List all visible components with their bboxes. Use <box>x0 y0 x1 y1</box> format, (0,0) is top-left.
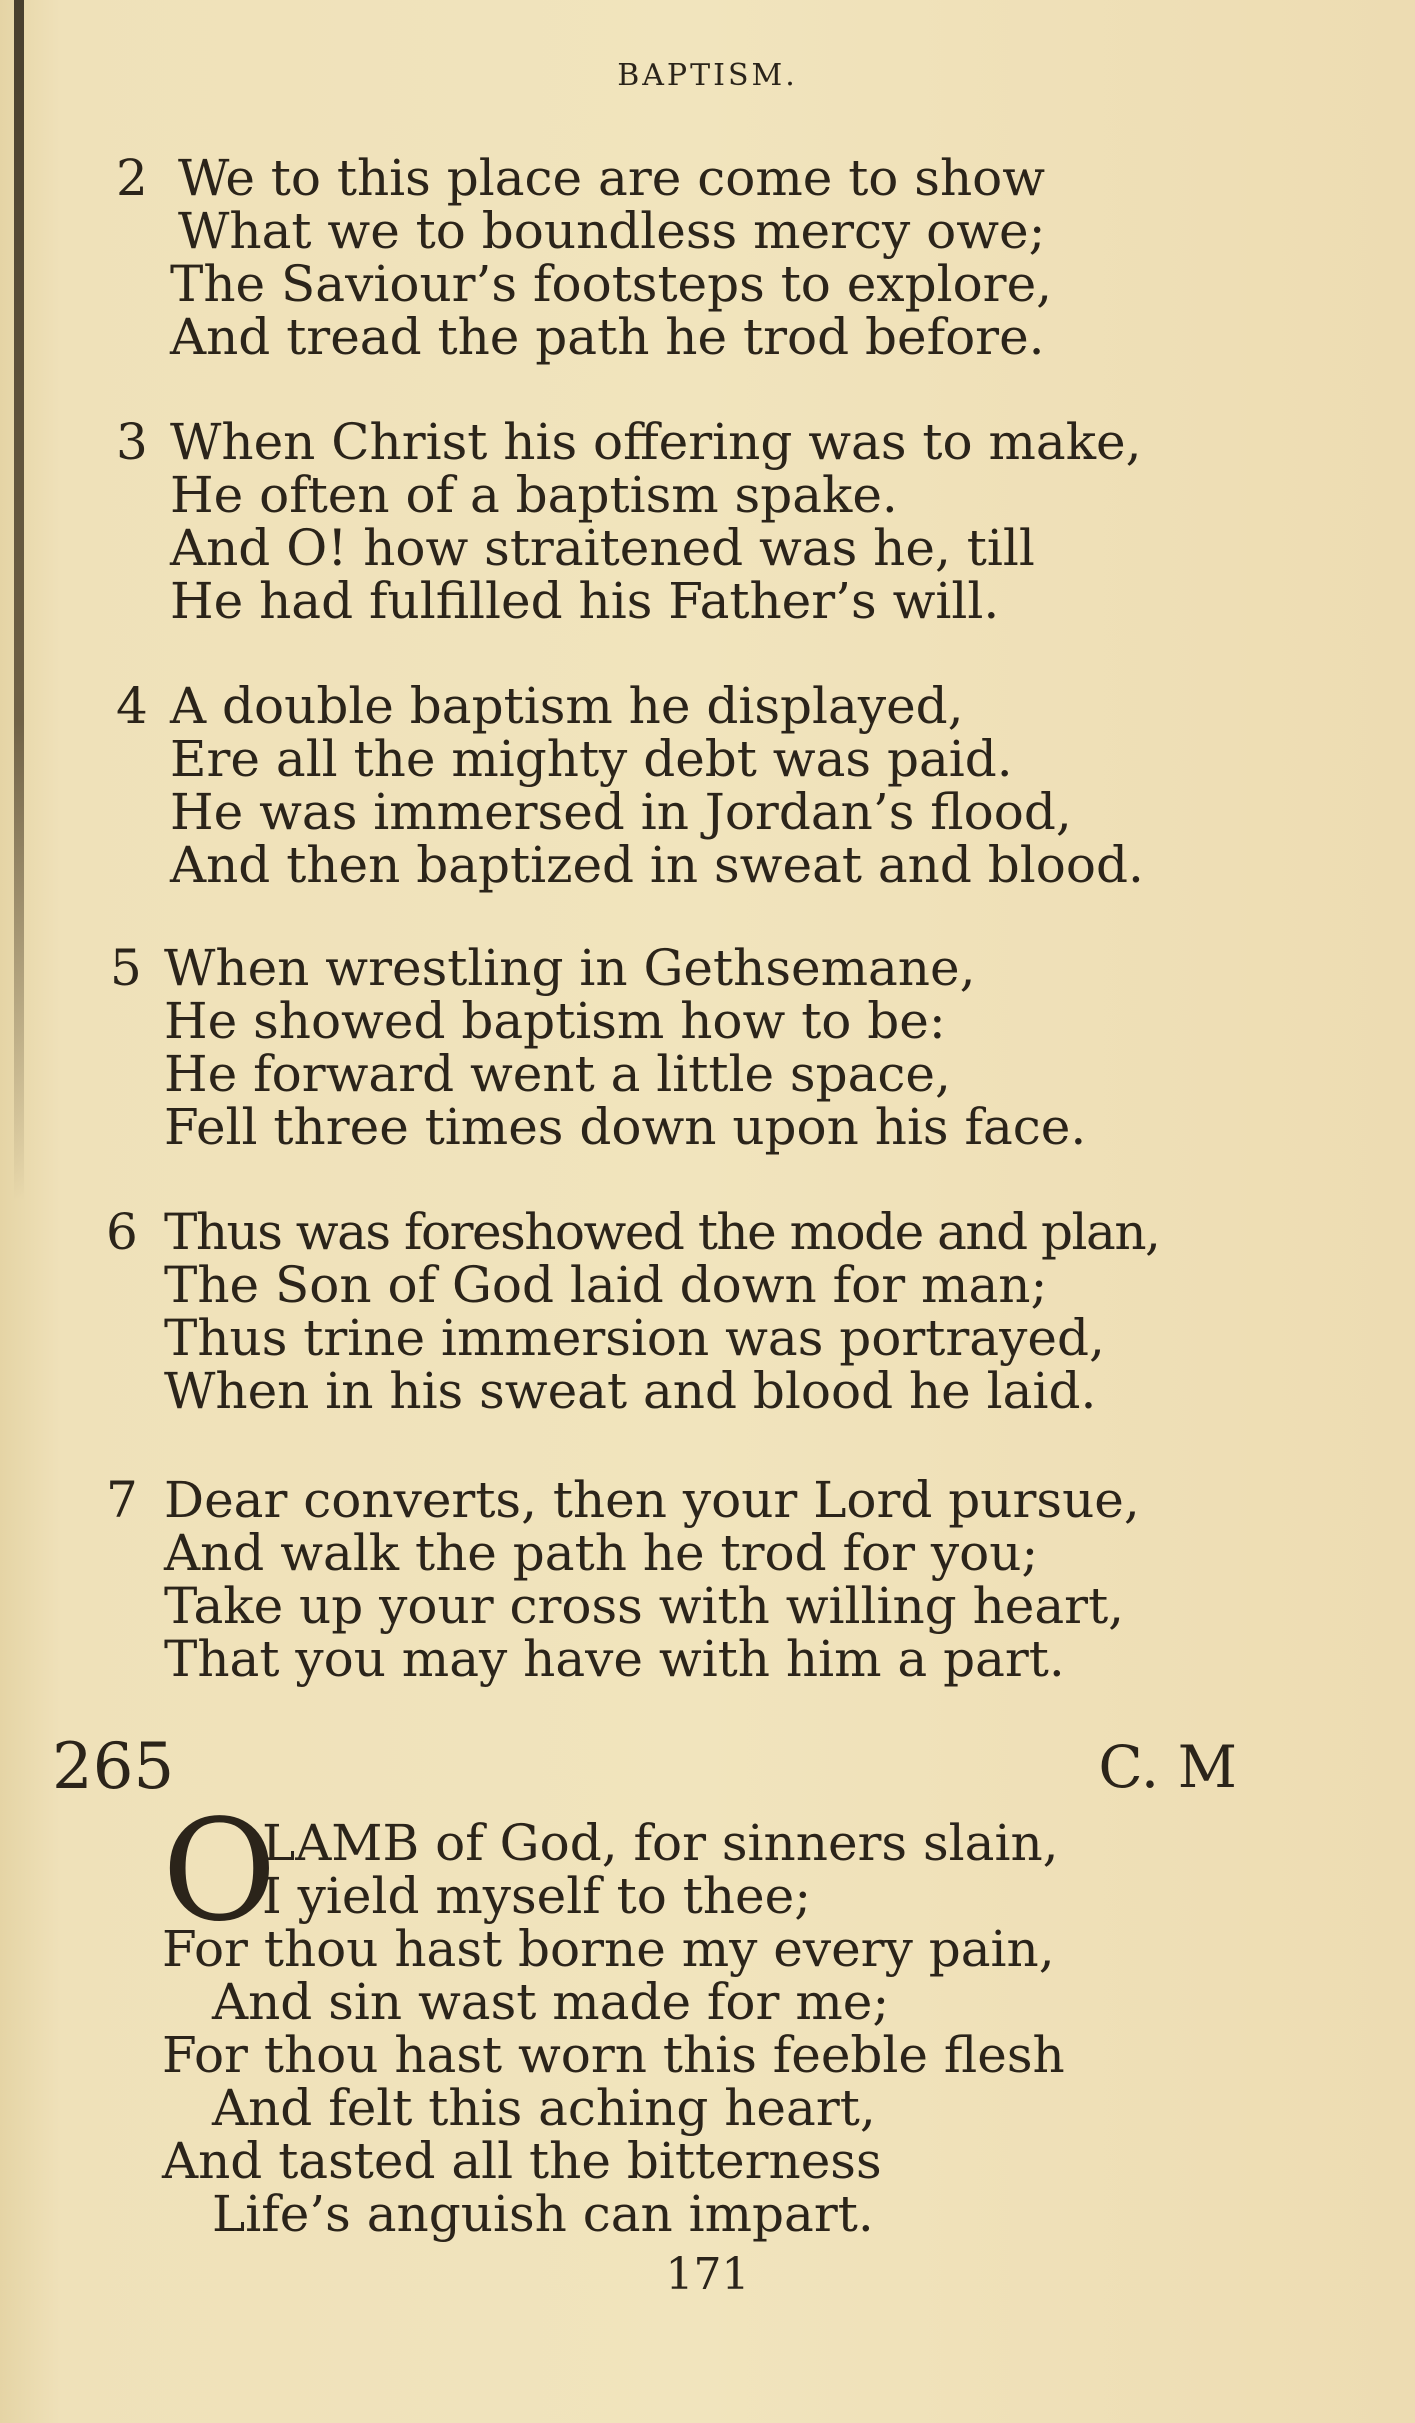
verse-line: And tread the path he trod before. <box>170 308 1045 366</box>
verse-line: He forward went a little space, <box>164 1045 951 1103</box>
page-number: 171 <box>665 2249 750 2300</box>
stanza-number: 6 <box>106 1203 138 1261</box>
hymn-number: 265 <box>52 1730 175 1804</box>
verse-line: And sin wast made for me; <box>212 1973 890 2031</box>
verse-line: And felt this aching heart, <box>212 2079 876 2137</box>
verse-line: LAMB of God, for sinners slain, <box>262 1814 1059 1872</box>
verse-line: Thus trine immersion was portrayed, <box>164 1309 1105 1367</box>
drop-cap: O <box>162 1790 277 1953</box>
verse-line: The Son of God laid down for man; <box>164 1256 1048 1314</box>
verse-line: A double baptism he displayed, <box>170 677 964 735</box>
verse-line: For thou hast borne my every pain, <box>162 1920 1055 1978</box>
verse-line: I yield myself to thee; <box>262 1867 812 1925</box>
stanza-number: 4 <box>116 677 148 735</box>
verse-line: That you may have with him a part. <box>164 1630 1065 1688</box>
verse-line: Life’s anguish can impart. <box>212 2185 874 2243</box>
verse-line: And then baptized in sweat and blood. <box>170 836 1144 894</box>
stanza-number: 2 <box>116 149 148 207</box>
verse-line: We to this place are come to show <box>178 149 1046 207</box>
verse-line: What we to boundless mercy owe; <box>178 202 1046 260</box>
stanza-number: 7 <box>106 1471 138 1529</box>
verse-line: Thus was foreshowed the mode and plan, <box>164 1203 1160 1261</box>
verse-line: And walk the path he trod for you; <box>164 1524 1039 1582</box>
verse-line: For thou hast worn this feeble flesh <box>162 2026 1065 2084</box>
verse-line: When in his sweat and blood he laid. <box>164 1362 1097 1420</box>
hymn-meter: C. M <box>1098 1733 1237 1801</box>
verse-line: He was immersed in Jordan’s flood, <box>170 783 1072 841</box>
verse-line: He often of a baptism spake. <box>170 466 898 524</box>
verse-line: And tasted all the bitterness <box>162 2132 882 2190</box>
stanza-number: 3 <box>116 413 148 471</box>
verse-line: When wrestling in Gethsemane, <box>164 939 976 997</box>
verse-line: When Christ his offering was to make, <box>170 413 1142 471</box>
verse-line: He showed baptism how to be: <box>164 992 946 1050</box>
stanza-number: 5 <box>110 939 142 997</box>
verse-line: Ere all the mighty debt was paid. <box>170 730 1013 788</box>
verse-line: And O! how straitened was he, till <box>170 519 1035 577</box>
book-spine-shadow <box>14 0 24 1200</box>
verse-line: The Saviour’s footsteps to explore, <box>170 255 1053 313</box>
verse-line: Dear converts, then your Lord pursue, <box>164 1471 1140 1529</box>
verse-line: He had fulfilled his Father’s will. <box>170 572 1000 630</box>
running-head: BAPTISM. <box>617 58 798 93</box>
verse-line: Fell three times down upon his face. <box>164 1098 1087 1156</box>
verse-line: Take up your cross with willing heart, <box>164 1577 1125 1635</box>
